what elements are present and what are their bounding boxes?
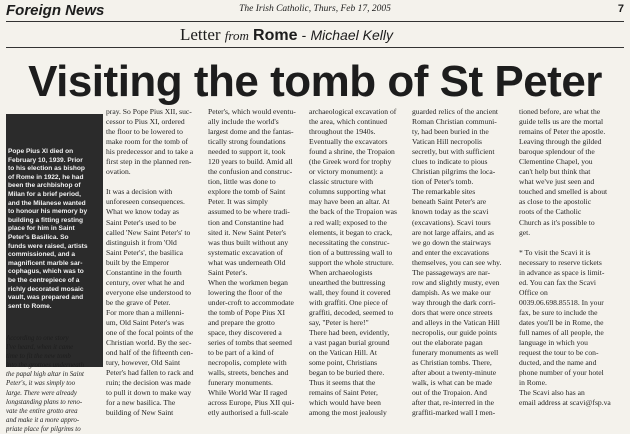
text-line: series of tombs that seemed bbox=[208, 338, 292, 348]
text-line: graffiti, decoded, seemed to bbox=[309, 307, 394, 317]
text-line: guide tells us are the mortal bbox=[519, 117, 604, 127]
byline-from: from bbox=[224, 28, 249, 43]
text-line: distinguish it from 'Old bbox=[106, 237, 177, 247]
text-line: was thus built without any bbox=[208, 237, 289, 247]
text-line: Vatican Hill necropolis bbox=[412, 137, 483, 147]
text-line: wall, they found it covered bbox=[309, 287, 391, 297]
page-number: 7 bbox=[617, 3, 624, 15]
headline: Visiting the tomb of St Peter bbox=[28, 57, 602, 106]
text-line: needed to support it, took bbox=[208, 147, 286, 157]
caption-line: cophagus, which was to bbox=[8, 268, 84, 276]
text-line: Peter's, which would eventu- bbox=[208, 107, 296, 116]
text-line: Saint Peter's', the basilica bbox=[106, 247, 183, 257]
text-line: the area, which continued bbox=[309, 117, 388, 127]
text-line: What we know today as bbox=[106, 207, 179, 217]
text-line: beneath Saint Peter's are bbox=[412, 197, 487, 207]
text-line: priate place for pilgrims to bbox=[6, 425, 81, 433]
text-line: ruin; the decision was made bbox=[106, 378, 191, 388]
text-line: cessor to Pius XI, ordered bbox=[106, 117, 185, 127]
text-line: dors that were once streets bbox=[412, 307, 493, 317]
text-line: and alleys in the Vatican Hill bbox=[412, 317, 500, 327]
text-line: language in which you bbox=[519, 338, 588, 348]
text-line: request the tour to be con- bbox=[519, 348, 599, 358]
text-line: I've heard, when it came bbox=[6, 344, 74, 352]
text-line: Roman Christian communi- bbox=[412, 117, 497, 127]
text-line: * To visit the Scavi it is bbox=[519, 247, 591, 257]
text-line: While World War II raged bbox=[208, 388, 288, 398]
text-line: one of the focal points of the bbox=[106, 328, 194, 338]
text-line: dates you'll be in Rome, the bbox=[519, 317, 604, 327]
text-line: Eventually the excavators bbox=[309, 137, 388, 147]
text-line: necessitating the construc- bbox=[309, 237, 390, 247]
text-line: and enter the excavations bbox=[412, 247, 489, 257]
byline bbox=[180, 25, 393, 45]
column-5 bbox=[412, 107, 515, 418]
text-line: baroque splendour of the bbox=[519, 147, 595, 157]
text-line: and prepare the grotto bbox=[208, 317, 275, 327]
text-line: tury, however, Old Saint bbox=[106, 358, 181, 368]
text-line: sited it. New Saint Peter's bbox=[208, 227, 286, 237]
text-line: Constantine in the fourth bbox=[106, 267, 182, 277]
text-line: necropolis, our guide points bbox=[412, 328, 497, 338]
text-line: as Christian tombs. There, bbox=[412, 358, 492, 368]
text-line: ty, had been buried in the bbox=[412, 127, 489, 137]
text-line: out of the Tropaion. And bbox=[412, 388, 487, 398]
text-line: the floor to be lowered to bbox=[106, 127, 183, 137]
text-line: throughout the 1940s. bbox=[309, 127, 376, 137]
text-line: When the workmen began bbox=[208, 277, 288, 287]
text-line: Saint Peter's used to be bbox=[106, 217, 177, 227]
text-line: after that, re-interred in the bbox=[412, 398, 495, 408]
caption-line: Milan for a brief period, bbox=[8, 190, 81, 198]
text-line: roots of the Catholic bbox=[519, 207, 582, 217]
text-line: secretly, but with sufficient bbox=[412, 147, 495, 157]
text-line: funerary monuments as well bbox=[412, 348, 499, 358]
text-line: themselves, you can see why. bbox=[412, 257, 502, 267]
text-line: make room for the tomb of bbox=[106, 137, 189, 147]
text-line: among the most jealously bbox=[309, 408, 387, 418]
byline-separator: - bbox=[301, 27, 307, 43]
text-line: Christian world. By the sec- bbox=[106, 338, 192, 348]
caption-line: February 10, 1939. Prior bbox=[8, 156, 83, 164]
text-line: ovation. bbox=[106, 167, 131, 177]
text-line: Saint Peter's. bbox=[208, 267, 248, 277]
text-line: the papal high altar in Saint bbox=[6, 371, 84, 379]
text-line: dampish. As we make our bbox=[412, 287, 491, 297]
text-line: under-croft to accommodate bbox=[208, 297, 294, 307]
text-line: (the Greek word for trophy bbox=[309, 157, 392, 167]
text-line: found a shrine, the Tropaion bbox=[309, 147, 395, 157]
caption-line: commissioned, and a bbox=[8, 251, 76, 259]
text-line: with graffiti. One piece of bbox=[309, 297, 388, 307]
caption-line: vault, was prepared and bbox=[8, 294, 84, 302]
text-line: ducted, and the name and bbox=[519, 358, 597, 368]
text-line: clues to indicate to pious bbox=[412, 157, 488, 167]
text-line: everyone else understood to bbox=[106, 287, 191, 297]
text-line: 120 years to build. Amid all bbox=[208, 157, 293, 167]
text-line: support the whole structure. bbox=[309, 257, 394, 267]
text-line: unearthed the buttressing bbox=[309, 277, 386, 287]
text-line: fax, be sure to include the bbox=[519, 307, 598, 317]
byline-rome: Rome bbox=[253, 27, 298, 44]
caption-line: funds were raised, artists bbox=[8, 242, 88, 250]
page-header bbox=[6, 2, 624, 20]
text-line: guarded relics of the ancient bbox=[412, 107, 499, 116]
byline-rule bbox=[6, 47, 624, 48]
text-line: It was a decision with bbox=[106, 187, 173, 197]
column-3 bbox=[208, 107, 306, 418]
text-line: The Scavi also has an bbox=[519, 388, 585, 398]
caption-line: sent to Rome. bbox=[8, 302, 52, 310]
text-line: first step in the planned ren- bbox=[106, 157, 192, 167]
text-line: ally include the world's bbox=[208, 117, 279, 127]
text-line: the tomb of Pope Pius XI bbox=[208, 307, 285, 317]
column-1 bbox=[6, 334, 103, 434]
text-line: The remarkable sites bbox=[412, 187, 476, 197]
text-line: as close to the apostolic bbox=[519, 197, 592, 207]
text-line: explore the tomb of Saint bbox=[208, 187, 286, 197]
text-line: full names of all people, the bbox=[519, 328, 604, 338]
text-line: Peter's had fallen to rack and bbox=[106, 368, 194, 378]
text-line: some point, Christians bbox=[309, 358, 378, 368]
text-line: longstanding plans to reno- bbox=[6, 398, 83, 406]
caption-line: magnificent marble sar- bbox=[8, 259, 83, 267]
text-line: be the grave of Peter. bbox=[106, 297, 171, 307]
text-line: ed. You can fax the Scavi bbox=[519, 277, 596, 287]
text-line: in Rome. bbox=[519, 378, 547, 388]
text-line: which would have been bbox=[309, 398, 381, 408]
text-line: built by the Emperor bbox=[106, 257, 170, 267]
text-line: way through the dark corri- bbox=[412, 297, 496, 307]
text-line: what we've just seen and bbox=[519, 177, 595, 187]
text-line: graffiti-marked wall I men- bbox=[412, 408, 496, 418]
column-2 bbox=[106, 107, 204, 418]
text-line: time to fit the new tomb bbox=[6, 353, 71, 361]
text-line: columns supporting what bbox=[309, 187, 386, 197]
caption-line: place for him in Saint bbox=[8, 225, 75, 233]
column-6 bbox=[519, 107, 624, 408]
text-line: tically strong foundations bbox=[208, 137, 286, 147]
text-line: (excavations). Scavi tours bbox=[412, 217, 491, 227]
text-line: what was underneath Old bbox=[208, 257, 286, 267]
text-line: There had been, evidently, bbox=[309, 328, 390, 338]
text-line: are not large affairs, and as bbox=[412, 227, 494, 237]
text-line: email address at scavi@fsp.va bbox=[519, 398, 611, 408]
text-line: out the elaborate pagan bbox=[412, 338, 483, 348]
text-line: Leaving through the gilded bbox=[519, 137, 602, 147]
caption-line: building a fitting resting bbox=[8, 216, 84, 224]
text-line: The passageways are nar- bbox=[412, 267, 491, 277]
caption-line: richly decorated mosaic bbox=[8, 285, 84, 293]
text-line: after about a twenty-minute bbox=[412, 368, 497, 378]
text-line: Thus it seems that the bbox=[309, 378, 376, 388]
text-line: say, "Peter is here!" bbox=[309, 317, 369, 327]
text-line: to be part of a kind of bbox=[208, 348, 274, 358]
text-line: for a new basilica. The bbox=[106, 398, 176, 408]
text-line: According to one story bbox=[6, 335, 69, 342]
text-line: phone number of your hotel bbox=[519, 368, 604, 378]
text-line: century, over what he and bbox=[106, 277, 185, 287]
text-line: Peter's, it was simply too bbox=[6, 380, 76, 388]
text-line: or victory monument): a bbox=[309, 167, 384, 177]
text-line: walk, is what can be made bbox=[412, 378, 493, 388]
text-line: to pull it down to make way bbox=[106, 388, 192, 398]
text-line: tion of a buttressing wall to bbox=[309, 247, 393, 257]
text-line: space, they discovered a bbox=[208, 328, 282, 338]
text-line bbox=[519, 238, 624, 248]
text-line: called 'New Saint Peter's' to bbox=[106, 227, 191, 237]
text-line: his predecessor and to take a bbox=[106, 147, 194, 157]
text-line: into the grottoes underneath bbox=[6, 362, 85, 370]
text-line: row and slightly musty, even bbox=[412, 277, 500, 287]
text-line: tion and Constantine had bbox=[208, 217, 284, 227]
text-line: tion, little was done to bbox=[208, 177, 276, 187]
column-4 bbox=[309, 107, 407, 418]
text-line: systematic excavation of bbox=[208, 247, 284, 257]
text-line: walls, streets, benches and bbox=[208, 368, 289, 378]
caption-line: Pope Pius XI died on bbox=[8, 148, 74, 155]
caption-line: been the archbishop of bbox=[8, 182, 81, 190]
text-line: and make it a more appro- bbox=[6, 416, 80, 424]
publication-info: The Irish Catholic, Thurs, Feb 17, 2005 bbox=[239, 4, 391, 14]
text-line: we go down the stairways bbox=[412, 237, 491, 247]
text-line: unforeseen consequences. bbox=[106, 197, 185, 207]
caption-line: of Rome in 1922, he had bbox=[8, 173, 84, 181]
text-line: vate the entire grotto area bbox=[6, 407, 78, 415]
text-line: get. bbox=[519, 227, 531, 237]
caption-line: Peter's Basilica. So bbox=[8, 233, 69, 241]
text-line: lowering the floor of the bbox=[208, 287, 283, 297]
text-line: remains of Peter the apostle. bbox=[519, 127, 606, 137]
byline-letter: Letter bbox=[180, 25, 221, 44]
text-line: touched and smelled is about bbox=[519, 187, 608, 197]
text-line: When archaeologists bbox=[309, 267, 373, 277]
text-line: Peter. It was simply bbox=[208, 197, 268, 207]
text-line: tion of Peter's tomb. bbox=[412, 177, 474, 187]
byline-author: Michael Kelly bbox=[310, 27, 393, 43]
text-line: Office on bbox=[519, 287, 548, 297]
caption-line: and the Milanese wanted bbox=[8, 199, 86, 207]
text-line: building of New Saint bbox=[106, 408, 174, 418]
text-line: tioned before, are what the bbox=[519, 107, 601, 116]
text-line: necessary to reserve tickets bbox=[519, 257, 602, 267]
text-line: necropolis, complete with bbox=[208, 358, 287, 368]
caption-line: be the centrepiece of a bbox=[8, 276, 80, 284]
section-title: Foreign News bbox=[6, 2, 105, 19]
text-line: known today as the scavi bbox=[412, 207, 489, 217]
text-line: 0039.06.698.85518. In your bbox=[519, 297, 604, 307]
text-line: archaeological excavation of bbox=[309, 107, 397, 116]
text-line: in advance as space is limit- bbox=[519, 267, 605, 277]
text-line: large. There were already bbox=[6, 389, 77, 397]
text-line: may have been an altar. At bbox=[309, 197, 390, 207]
text-line: across Europe, Pius XII qui- bbox=[208, 398, 295, 408]
text-line: the back of the Tropaion was bbox=[309, 207, 397, 217]
caption-line: to his election as bishop bbox=[8, 165, 85, 173]
text-line: began to be buried there. bbox=[309, 368, 385, 378]
text-line bbox=[106, 177, 204, 187]
text-line: elements, it began to crack, bbox=[309, 227, 393, 237]
text-line: um, Old Saint Peter's was bbox=[106, 317, 184, 327]
caption-line: to honour his memory by bbox=[8, 208, 88, 216]
text-line: Church as it's possible to bbox=[519, 217, 595, 227]
text-line: can't help but think that bbox=[519, 167, 591, 177]
text-line: pray. So Pope Pius XII, suc- bbox=[106, 107, 192, 116]
header-rule bbox=[6, 21, 624, 22]
text-line: Christian pilgrims the loca- bbox=[412, 167, 496, 177]
text-line: a red wall; exposed to the bbox=[309, 217, 387, 227]
text-line: For more than a millenni- bbox=[106, 307, 185, 317]
text-line: assumed to be where tradi- bbox=[208, 207, 290, 217]
text-line: the confusion and construc- bbox=[208, 167, 293, 177]
text-line: Clementine Chapel, you bbox=[519, 157, 593, 167]
text-line: ond half of the fifteenth cen- bbox=[106, 348, 194, 358]
text-line: on the Vatican Hill. At bbox=[309, 348, 377, 358]
text-line: funerary monuments. bbox=[208, 378, 273, 388]
photo-caption bbox=[8, 148, 101, 311]
text-line: etly authorised a full-scale bbox=[208, 408, 289, 418]
text-line: largest dome and the fantas- bbox=[208, 127, 294, 137]
text-line: a vast pagan burial ground bbox=[309, 338, 390, 348]
text-line: classic structure with bbox=[309, 177, 374, 187]
text-line: remains of Saint Peter, bbox=[309, 388, 378, 398]
